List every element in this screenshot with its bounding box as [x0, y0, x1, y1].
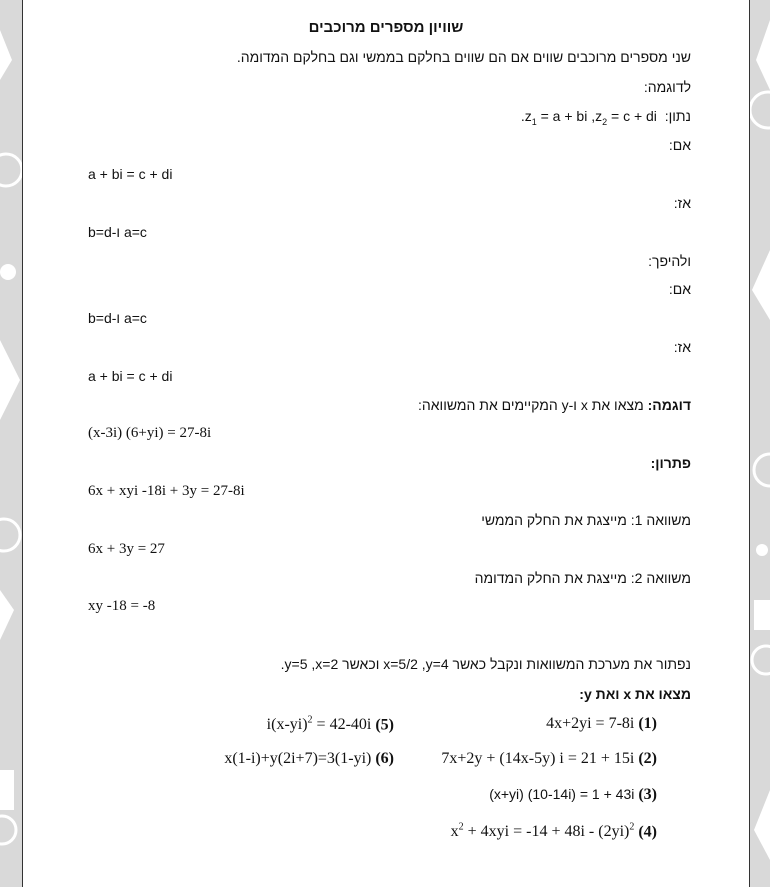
given-label: נתון: — [664, 108, 691, 124]
exercise-5-part-a: i(x-yi) — [266, 716, 308, 734]
exercise-6-expression: x(1-i)+y(2i+7)=3(1-yi) — [224, 750, 372, 767]
exercise-5-number: (5) — [375, 716, 394, 734]
background-decoration-right — [748, 0, 770, 887]
document-page — [22, 0, 750, 887]
solution-label: פתרון: — [650, 455, 691, 471]
equation-2-description: משוואה 2: מייצגת את החלק המדומה — [474, 570, 691, 586]
exercise-4-superscript-2: 2 — [629, 822, 635, 833]
equation-7: 6x + 3y = 27 — [88, 541, 165, 557]
exercise-4 — [451, 822, 657, 841]
exercise-3-expression: (x+yi) (10-14i) = 1 + 43i — [489, 786, 635, 802]
then-label: אז: — [673, 195, 691, 211]
example-2-label: דוגמה: — [647, 397, 691, 413]
exercise-4-part-b: + 4xyi = -14 + 48i - (2yi) — [463, 823, 630, 841]
equation-1-description: משוואה 1: מייצגת את החלק הממשי — [481, 512, 691, 528]
page-title: שוויון מספרים מרוכבים — [308, 19, 464, 36]
exercise-1-number: (1) — [638, 715, 657, 732]
solve-text: נפתור את מערכת המשוואות ונקבל כאשר x=5/2 ,y=4 וכאשר y=5 ,x=2. — [280, 656, 691, 672]
find-label: מצאו את x ואת y: — [579, 686, 691, 702]
z1-subscript: 1 — [531, 116, 537, 127]
exercise-4-part-a: x — [450, 823, 459, 841]
equation-4: a + bi = c + di — [88, 368, 173, 384]
exercise-5 — [267, 715, 394, 734]
exercise-5-expression — [267, 716, 372, 733]
exercise-4-expression — [451, 823, 635, 840]
exercise-2 — [441, 750, 657, 768]
exercise-2-expression: 7x+2y + (14x-5y) i = 21 + 15i — [441, 750, 635, 767]
z1-symbol: z — [524, 108, 532, 124]
exercise-3-number: (3) — [638, 786, 657, 803]
background-decoration-left — [0, 0, 22, 887]
equation-1: a + bi = c + di — [88, 166, 173, 182]
equation-5: (x-3i) (6+yi) = 27-8i — [88, 425, 212, 441]
exercise-5-superscript: 2 — [307, 715, 313, 726]
if-label: אם: — [668, 137, 691, 153]
intro-paragraph: שני מספרים מרוכבים שווים אם הם שווים בחלקם בממשי וגם בחלקם המדומה. — [236, 49, 691, 65]
z2-value: = c + di — [607, 108, 657, 124]
equation-6: 6x + xyi -18i + 3y = 27-8i — [88, 483, 245, 499]
exercise-6-number: (6) — [375, 750, 394, 767]
z2-subscript: 2 — [602, 116, 608, 127]
exercise-4-superscript-1: 2 — [458, 822, 464, 833]
z2-symbol: z — [595, 108, 603, 124]
example-2-heading — [418, 397, 691, 413]
example-2-text: מצאו את x ו-y המקיימים את המשוואה: — [418, 397, 648, 413]
equation-2: b=d-ו a=c — [88, 224, 147, 240]
exercise-3 — [489, 786, 657, 804]
then-label-2: אז: — [673, 339, 691, 355]
z1-value: = a + bi , — [536, 108, 596, 124]
exercise-5-part-b: = 42-40i — [312, 716, 372, 734]
exercise-4-number: (4) — [638, 823, 657, 841]
converse-label: ולהיפך: — [648, 253, 691, 269]
equation-3: b=d-ו a=c — [88, 310, 147, 326]
exercise-2-number: (2) — [638, 750, 657, 767]
exercise-1 — [546, 715, 657, 733]
exercise-1-expression: 4x+2yi = 7-8i — [546, 715, 635, 732]
given-line — [521, 108, 691, 130]
equation-8: xy -18 = -8 — [88, 598, 156, 614]
given-expression: $.z_1 = a$ + bi $,z_2 = c$ + di — [520, 108, 657, 127]
example-label: לדוגמה: — [643, 79, 691, 95]
exercise-6 — [224, 750, 394, 768]
if-label-2: אם: — [668, 281, 691, 297]
